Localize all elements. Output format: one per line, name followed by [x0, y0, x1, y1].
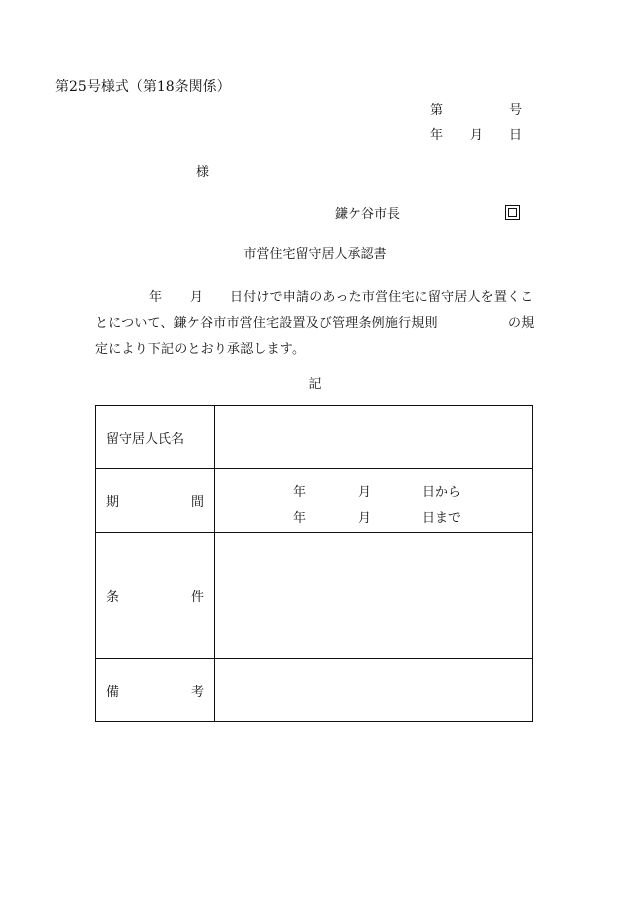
- addressee-honorific: 様: [196, 165, 210, 180]
- period-from-year: 年: [293, 484, 307, 500]
- seal-inner-mark: [508, 208, 517, 217]
- period-to: [215, 501, 532, 527]
- seal-icon: [505, 205, 520, 220]
- label-remarks: [96, 659, 215, 722]
- label-conditions-left: 条: [106, 590, 120, 605]
- period-from-month: 月: [358, 484, 372, 500]
- document-number-suffix: 号: [509, 103, 523, 118]
- caretaker-name-field[interactable]: [215, 406, 533, 469]
- period-field[interactable]: [215, 469, 533, 533]
- document-title: 市営住宅留守居人承認書: [243, 247, 387, 262]
- period-to-year: 年: [293, 510, 307, 526]
- table-row-caretaker-name: [96, 406, 533, 469]
- body-line-3: 定により下記のとおり承認します。: [95, 342, 306, 357]
- body-line-2-tail: の規: [508, 316, 535, 331]
- period-to-day: 日まで: [422, 510, 462, 526]
- period-from-day: 日から: [422, 484, 462, 500]
- body-line-2: とについて、鎌ケ谷市市営住宅設置及び管理条例施行規則: [95, 316, 438, 331]
- label-period: [96, 469, 215, 533]
- issue-date-year: 年: [430, 128, 444, 143]
- period-to-month: 月: [358, 510, 372, 526]
- issuer-name: 鎌ケ谷市長: [335, 207, 401, 222]
- issue-date-day: 日: [509, 128, 523, 143]
- remarks-field[interactable]: [215, 659, 533, 722]
- label-period-left: 期: [106, 495, 120, 510]
- record-table: [95, 405, 533, 722]
- label-remarks-right: 考: [190, 684, 204, 700]
- ki-heading: 記: [308, 377, 322, 392]
- issue-date-month: 月: [470, 128, 484, 143]
- form-number: 第25号様式（第18条関係）: [55, 79, 231, 95]
- body-month: 月: [190, 290, 204, 305]
- body-year: 年: [149, 290, 163, 305]
- conditions-field[interactable]: [215, 533, 533, 659]
- label-conditions-right: 件: [190, 590, 204, 605]
- period-from: [215, 475, 532, 501]
- label-remarks-left: 備: [106, 684, 120, 700]
- body-line-1: 日付けで申請のあった市営住宅に留守居人を置くこ: [230, 290, 534, 305]
- document-number-label: 第: [430, 103, 444, 118]
- table-row-remarks: [96, 659, 533, 722]
- label-caretaker-name: 留守居人氏名: [96, 406, 215, 469]
- table-row-conditions: [96, 533, 533, 659]
- table-row-period: [96, 469, 533, 533]
- label-period-right: 間: [190, 495, 204, 510]
- label-conditions: [96, 533, 215, 659]
